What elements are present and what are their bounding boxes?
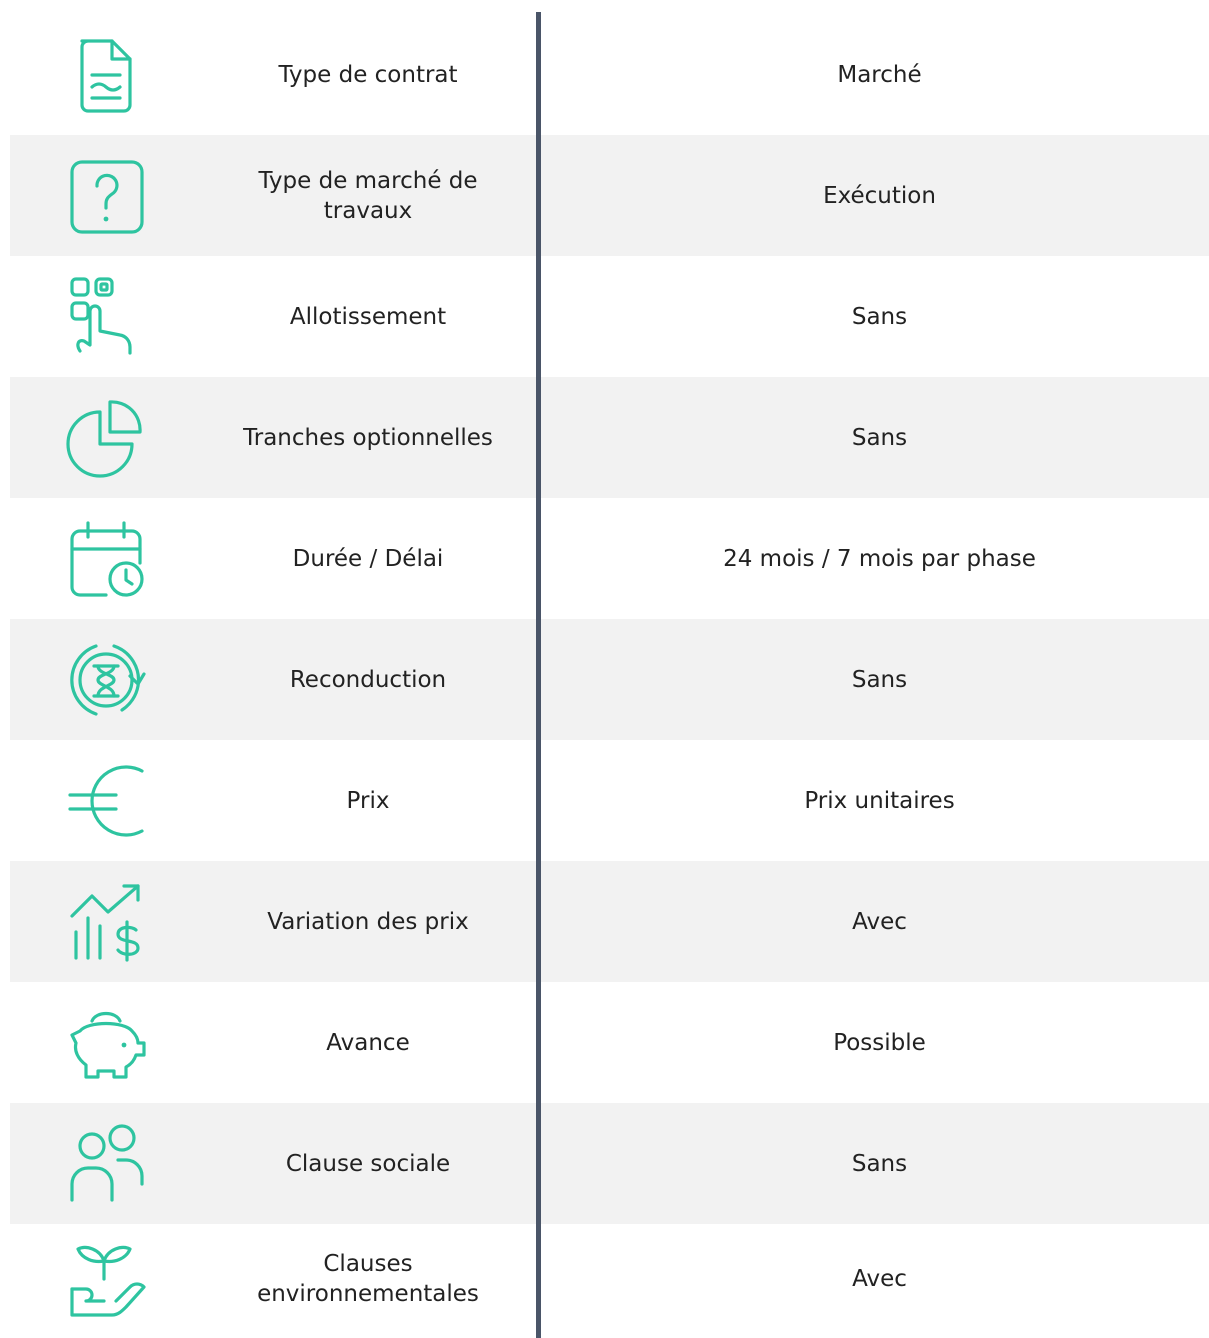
table-row [10,982,1209,1103]
hourglass-icon [56,619,156,740]
row-value: Avec [852,1266,907,1292]
row-value: Sans [851,303,908,330]
table-row [10,256,1209,377]
row-label: Avance [326,1029,410,1056]
row-value: 24 mois / 7 mois par phase [723,545,1036,572]
row-value: Possible [833,1029,926,1056]
row-label: Tranches optionnelles [243,424,493,451]
row-value: Sans [851,424,908,451]
row-label: Durée / Délai [292,545,444,572]
row-label: Prix [346,787,390,814]
row-value: Prix unitaires [804,787,955,814]
euro-icon [56,740,156,861]
table-row [10,1224,1209,1334]
row-value: Marché [837,61,922,88]
table-row [10,377,1209,498]
table-row [10,619,1209,740]
row-value: Avec [852,908,907,935]
table-row [10,861,1209,982]
contract-table [10,14,1209,1334]
calendar-clock-icon [56,498,156,619]
row-label: Type de contrat [278,61,458,88]
table-row [10,135,1209,256]
piggy-bank-icon [56,982,156,1103]
grid-touch-icon [56,256,156,377]
row-value: Exécution [823,182,936,209]
table-row [10,740,1209,861]
plant-hand-icon [56,1224,156,1334]
question-icon [56,135,156,256]
row-label: Clauses environnementales [257,1251,479,1307]
column-divider [536,12,541,1338]
row-label: Clause sociale [285,1150,451,1177]
row-label: Allotissement [289,303,447,330]
price-growth-icon [56,861,156,982]
row-value: Sans [851,666,908,693]
row-label: Reconduction [289,666,447,693]
pie-chart-icon [56,377,156,498]
table-row [10,14,1209,135]
document-icon [56,14,156,135]
row-label: Type de marché de travaux [258,167,478,224]
row-label: Variation des prix [267,908,469,935]
row-value: Sans [851,1150,908,1177]
table-row [10,498,1209,619]
table-row [10,1103,1209,1224]
users-icon [56,1103,156,1224]
